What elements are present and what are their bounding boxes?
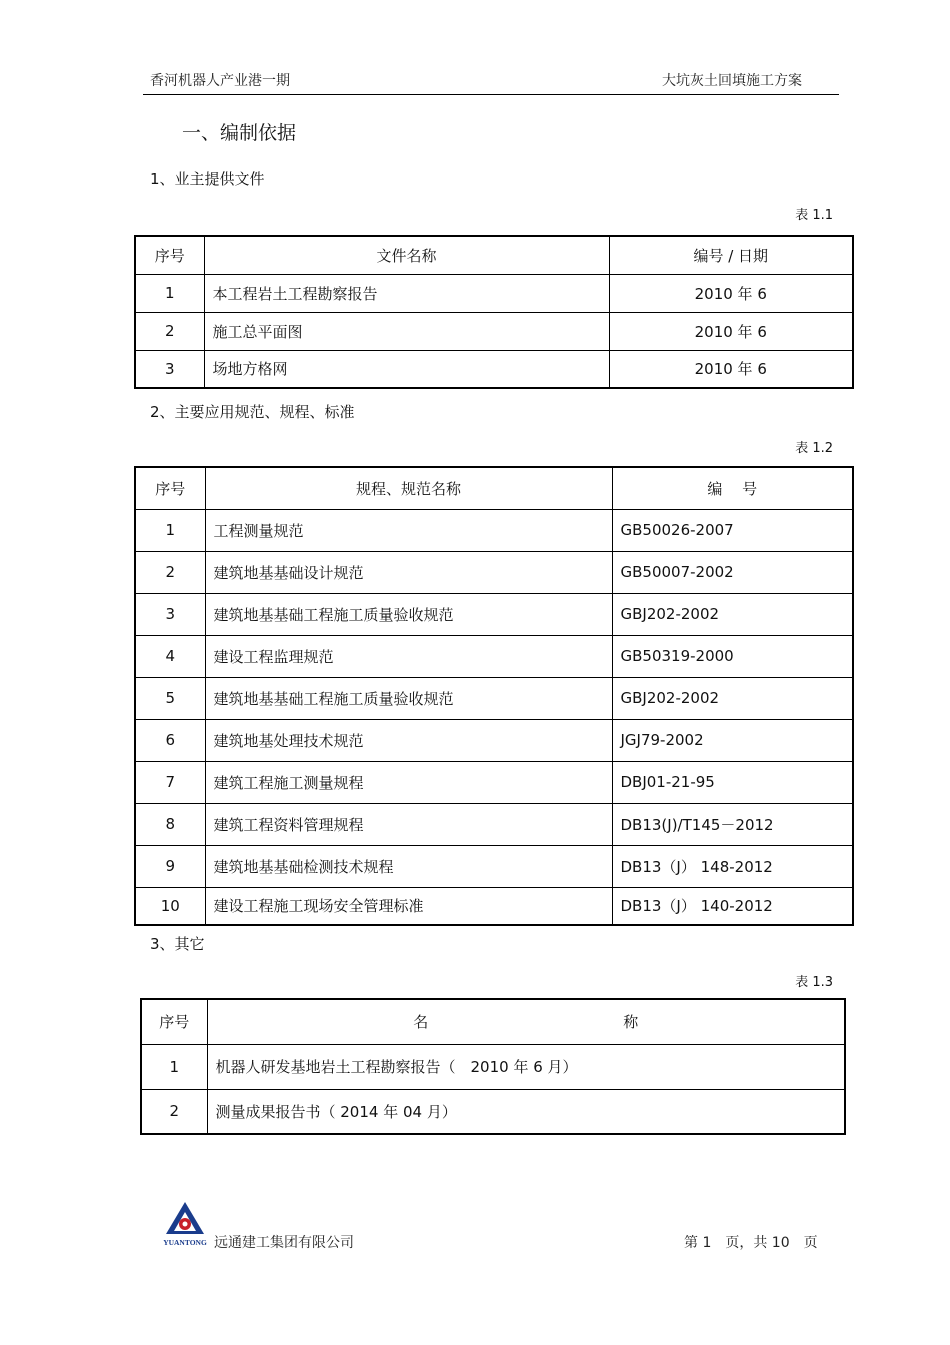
table-header-row bbox=[135, 236, 853, 274]
table-other-documents bbox=[140, 998, 846, 1135]
part1-heading: 1、业主提供文件 bbox=[150, 170, 265, 188]
table-row bbox=[141, 1089, 845, 1134]
footer-company-name: 远通建工集团有限公司 bbox=[214, 1235, 354, 1251]
header-rule bbox=[143, 94, 839, 95]
table-cell: 1 bbox=[135, 274, 204, 312]
table-cell: 2 bbox=[141, 1089, 207, 1134]
table3-caption: 表 1.3 bbox=[795, 975, 833, 990]
table-cell: 6 bbox=[135, 719, 205, 761]
table-cell: 9 bbox=[135, 845, 205, 887]
table-row bbox=[135, 887, 853, 925]
column-header: 序号 bbox=[141, 999, 207, 1044]
table-cell: 本工程岩土工程勘察报告 bbox=[204, 274, 609, 312]
footer-page-number: 第 1 页，共 10 页 bbox=[684, 1235, 818, 1251]
column-header: 编号 / 日期 bbox=[609, 236, 853, 274]
table-cell: 7 bbox=[135, 761, 205, 803]
column-header: 编 号 bbox=[612, 467, 853, 509]
table-cell: 机器人研发基地岩土工程勘察报告（ 2010 年 6 月） bbox=[207, 1044, 845, 1089]
table-cell: 建筑工程施工测量规程 bbox=[205, 761, 612, 803]
table-cell: DB13(J)/T145－2012 bbox=[612, 803, 853, 845]
table-cell: 建筑工程资料管理规程 bbox=[205, 803, 612, 845]
table-standards bbox=[134, 466, 854, 926]
table-cell: 3 bbox=[135, 593, 205, 635]
header-project-name: 香河机器人产业港一期 bbox=[150, 73, 290, 89]
part2-heading: 2、主要应用规范、规程、标准 bbox=[150, 403, 355, 421]
table-cell: DBJ01-21-95 bbox=[612, 761, 853, 803]
column-header: 序号 bbox=[135, 236, 204, 274]
table-cell: 施工总平面图 bbox=[204, 312, 609, 350]
table-row bbox=[135, 593, 853, 635]
company-logo bbox=[160, 1200, 210, 1248]
table-cell: 建筑地基基础检测技术规程 bbox=[205, 845, 612, 887]
table-row bbox=[135, 312, 853, 350]
table-cell: 建设工程施工现场安全管理标准 bbox=[205, 887, 612, 925]
table-cell: 5 bbox=[135, 677, 205, 719]
table-row bbox=[135, 635, 853, 677]
column-header: 规程、规范名称 bbox=[205, 467, 612, 509]
table-cell: GB50007-2002 bbox=[612, 551, 853, 593]
column-header: 序号 bbox=[135, 467, 205, 509]
table-row bbox=[135, 677, 853, 719]
table-row bbox=[141, 1044, 845, 1089]
table-cell: 建筑地基基础设计规范 bbox=[205, 551, 612, 593]
header-document-title: 大坑灰土回填施工方案 bbox=[662, 73, 802, 89]
logo-wordmark: YUANTONG bbox=[163, 1238, 207, 1247]
table-cell: JGJ79-2002 bbox=[612, 719, 853, 761]
column-header: 文件名称 bbox=[204, 236, 609, 274]
table-cell: DB13（J） 140-2012 bbox=[612, 887, 853, 925]
table-cell: 建筑地基基础工程施工质量验收规范 bbox=[205, 677, 612, 719]
table-header-row bbox=[141, 999, 845, 1044]
table-row bbox=[135, 719, 853, 761]
table-cell: 建设工程监理规范 bbox=[205, 635, 612, 677]
table-cell: 工程测量规范 bbox=[205, 509, 612, 551]
table-row bbox=[135, 761, 853, 803]
table-header-row bbox=[135, 467, 853, 509]
table-cell: 3 bbox=[135, 350, 204, 388]
table-cell: 2010 年 6 bbox=[609, 350, 853, 388]
yuantong-logo-icon bbox=[160, 1200, 210, 1248]
table-cell: GBJ202-2002 bbox=[612, 593, 853, 635]
table-cell: GBJ202-2002 bbox=[612, 677, 853, 719]
table-cell: 10 bbox=[135, 887, 205, 925]
table-cell: 8 bbox=[135, 803, 205, 845]
table-cell: 2 bbox=[135, 312, 204, 350]
table-cell: 建筑地基基础工程施工质量验收规范 bbox=[205, 593, 612, 635]
table-cell: 4 bbox=[135, 635, 205, 677]
table-cell: GB50026-2007 bbox=[612, 509, 853, 551]
table-owner-documents bbox=[134, 235, 854, 389]
column-header: 名 称 bbox=[207, 999, 845, 1044]
table-row bbox=[135, 509, 853, 551]
table-cell: 1 bbox=[141, 1044, 207, 1089]
table-row bbox=[135, 551, 853, 593]
table-cell: GB50319-2000 bbox=[612, 635, 853, 677]
table-row bbox=[135, 845, 853, 887]
table-row bbox=[135, 350, 853, 388]
table-cell: 2010 年 6 bbox=[609, 312, 853, 350]
part3-heading: 3、其它 bbox=[150, 935, 205, 953]
table-row bbox=[135, 274, 853, 312]
table-cell: 2010 年 6 bbox=[609, 274, 853, 312]
table2-caption: 表 1.2 bbox=[795, 441, 833, 456]
table-cell: 测量成果报告书（ 2014 年 04 月） bbox=[207, 1089, 845, 1134]
table-row bbox=[135, 803, 853, 845]
section-title: 一、编制依据 bbox=[182, 122, 297, 144]
table-cell: 1 bbox=[135, 509, 205, 551]
table-cell: DB13（J） 148-2012 bbox=[612, 845, 853, 887]
table-cell: 建筑地基处理技术规范 bbox=[205, 719, 612, 761]
table-cell: 2 bbox=[135, 551, 205, 593]
table-cell: 场地方格网 bbox=[204, 350, 609, 388]
table1-caption: 表 1.1 bbox=[795, 208, 833, 223]
